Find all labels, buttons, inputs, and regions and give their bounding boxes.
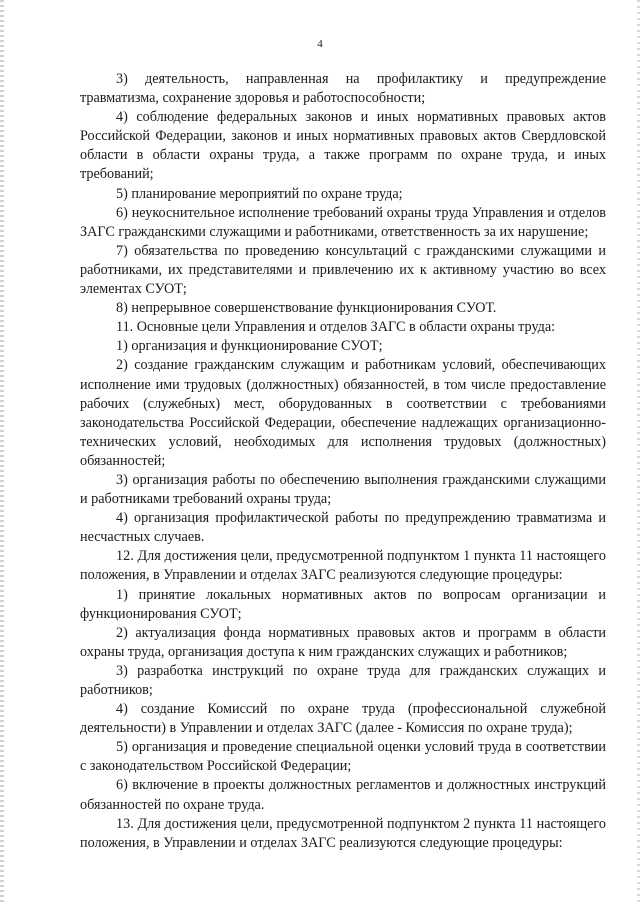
paragraph: 4) соблюдение федеральных законов и иных нормативных правовых актов Российской Федерации, законов и иных нормативных правовых актов Свердловской области в области охраны труда, а также программ по охране труда, и иных требований; (80, 109, 606, 183)
paragraph: 2) актуализация фонда нормативных правовых актов и программ в области охраны труда, организация доступа к ним гражданских служащих и работников; (80, 624, 606, 660)
paragraph: 5) организация и проведение специальной оценки условий труда в соответствии с законодательством Российской Федерации; (80, 739, 606, 775)
document-body (80, 70, 606, 853)
paragraph: 5) планирование мероприятий по охране труда; (116, 185, 403, 202)
scan-edge-left (0, 0, 4, 905)
paragraph: 3) организация работы по обеспечению выполнения гражданскими служащими и работниками требований охраны труда; (80, 471, 606, 508)
paragraph: 1) организация и функционирование СУОТ; (116, 338, 383, 355)
paragraph: 4) организация профилактической работы по предупреждению травматизма и несчастных случаев. (80, 510, 606, 546)
paragraph: 12. Для достижения цели, предусмотренной подпунктом 1 пункта 11 настоящего положения, в Управлении и отделах ЗАГС реализуются следующие процедуры: (80, 548, 606, 584)
paragraph: 3) деятельность, направленная на профилактику и предупреждение травматизма, сохранение здоровья и работоспособности; (80, 71, 606, 107)
paragraph: 7) обязательства по проведению консультаций с гражданскими служащими и работниками, их представителями и привлечению их к активному участию во всех элементах СУОТ; (80, 242, 606, 298)
paragraph: 11. Основные цели Управления и отделов ЗАГС в области охраны труда: (116, 319, 556, 336)
page-number: 4 (317, 38, 323, 50)
paragraph: 6) неукоснительное исполнение требований охраны труда Управления и отделов ЗАГС гражданскими служащими и работниками, ответственность за их нарушение; (80, 204, 606, 240)
paragraph: 8) непрерывное совершенствование функционирования СУОТ. (116, 300, 497, 317)
paragraph: 13. Для достижения цели, предусмотренной подпунктом 2 пункта 11 настоящего положения, в Управлении и отделах ЗАГС реализуются следующие процедуры: (80, 815, 606, 851)
paragraph: 6) включение в проекты должностных регламентов и должностных инструкций обязанностей по охране труда. (80, 777, 606, 813)
paragraph: 4) создание Комиссий по охране труда (профессиональной служебной деятельности) в Управлении и отделах ЗАГС (далее - Комиссия по охране труда); (80, 701, 606, 737)
paragraph: 1) принятие локальных нормативных актов по вопросам организации и функционирования СУОТ; (80, 586, 606, 622)
paragraph: 3) разработка инструкций по охране труда для гражданских служащих и работников; (80, 662, 606, 698)
paragraph: 2) создание гражданским служащим и работникам условий, обеспечивающих исполнение ими трудовых (должностных) обязанностей, в том числе предоставление рабочих (служебных) мест, оборудованных в соответствии с требованиями законодательства Российской Федерации, обеспечение надлежащих организационно-технических условий, необходимых для исполнения трудовых (должностных) обязанностей; (80, 357, 606, 469)
